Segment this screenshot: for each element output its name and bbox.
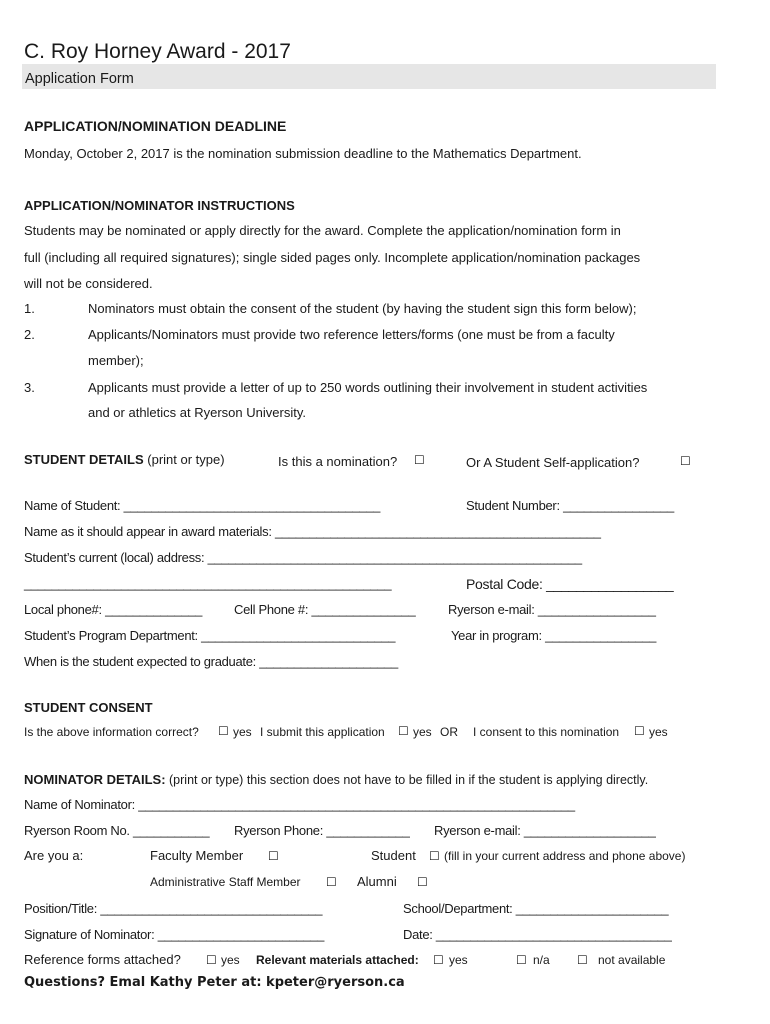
student-label: Student — [371, 848, 416, 863]
self-application-question: Or A Student Self-application? — [466, 455, 640, 470]
student-email-field[interactable]: Ryerson e-mail: _________________ — [448, 602, 656, 617]
instructions-line-3: will not be considered. — [24, 276, 153, 291]
alumni-checkbox[interactable]: ☐ — [417, 875, 428, 889]
postal-code-field[interactable]: Postal Code: _________________ — [466, 576, 674, 592]
page-subtitle: Application Form — [25, 71, 134, 87]
year-in-program-field[interactable]: Year in program: ________________ — [451, 628, 657, 643]
local-phone-field[interactable]: Local phone#: ______________ — [24, 602, 203, 617]
school-department-field[interactable]: School/Department: ______________________ — [403, 901, 669, 916]
faculty-member-label: Faculty Member — [150, 848, 244, 863]
reference-forms-yes: yes — [221, 953, 240, 967]
cell-phone-field[interactable]: Cell Phone #: _______________ — [234, 602, 416, 617]
list-item-text: and or athletics at Ryerson University. — [88, 405, 306, 420]
faculty-member-checkbox[interactable]: ☐ — [268, 849, 279, 863]
student-details-note: (print or type) — [143, 452, 225, 467]
instructions-line-1: Students may be nominated or apply directly for the award. Complete the application/nomination form in — [24, 223, 621, 238]
date-field[interactable]: Date: __________________________________ — [403, 927, 672, 942]
relevant-materials-yes-checkbox[interactable]: ☐ — [433, 953, 444, 967]
program-department-field[interactable]: Student’s Program Department: ____________________________ — [24, 628, 396, 643]
submit-application-checkbox[interactable]: ☐ — [398, 724, 409, 738]
relevant-materials-question: Relevant materials attached: — [256, 953, 419, 967]
admin-staff-label: Administrative Staff Member — [150, 875, 301, 889]
list-item-text: Applicants/Nominators must provide two reference letters/forms (one must be from a faculty — [88, 327, 615, 342]
page-title: C. Roy Horney Award - 2017 — [24, 40, 291, 63]
student-details-title: STUDENT DETAILS — [24, 452, 144, 467]
nominator-phone-field[interactable]: Ryerson Phone: ____________ — [234, 823, 410, 838]
consent-correct-yes: yes — [233, 725, 252, 739]
nominator-signature-field[interactable]: Signature of Nominator: ________________________ — [24, 927, 325, 942]
student-address-line2-field[interactable]: _____________________________________________________ — [24, 576, 392, 591]
relevant-materials-na-checkbox[interactable]: ☐ — [516, 953, 527, 967]
instructions-heading: APPLICATION/NOMINATOR INSTRUCTIONS — [24, 198, 295, 213]
student-name-field[interactable]: Name of Student: _____________________________________ — [24, 498, 381, 513]
award-name-field[interactable]: Name as it should appear in award materials: _______________________________________________ — [24, 524, 601, 539]
deadline-text: Monday, October 2, 2017 is the nomination submission deadline to the Mathematics Department. — [24, 146, 582, 161]
submit-application-yes: yes — [413, 725, 432, 739]
list-item-text: Nominators must obtain the consent of the student (by having the student sign this form below); — [88, 301, 637, 316]
alumni-label: Alumni — [357, 874, 397, 889]
consent-or-text: OR — [440, 725, 458, 739]
consent-nomination-checkbox[interactable]: ☐ — [634, 724, 645, 738]
nominator-details-heading — [24, 772, 648, 787]
nominator-name-field[interactable]: Name of Nominator: _______________________________________________________________ — [24, 797, 575, 812]
not-available-checkbox[interactable]: ☐ — [577, 953, 588, 967]
student-address-field[interactable]: Student’s current (local) address: ______________________________________________________ — [24, 550, 582, 565]
consent-nomination-question: I consent to this nomination — [473, 725, 620, 739]
list-item-text: Applicants must provide a letter of up to 250 words outlining their involvement in student activities — [88, 380, 648, 395]
student-checkbox[interactable]: ☐ — [429, 849, 440, 863]
deadline-heading: APPLICATION/NOMINATION DEADLINE — [24, 118, 287, 134]
list-item-text: member); — [88, 353, 144, 368]
nominator-details-title: NOMINATOR DETAILS: — [24, 772, 166, 787]
list-item-number: 3. — [24, 380, 35, 395]
student-consent-heading: STUDENT CONSENT — [24, 700, 153, 715]
nomination-checkbox[interactable]: ☐ — [414, 453, 425, 467]
relevant-materials-yes: yes — [449, 953, 468, 967]
nominator-email-field[interactable]: Ryerson e-mail: ___________________ — [434, 823, 656, 838]
room-number-field[interactable]: Ryerson Room No. ___________ — [24, 823, 210, 838]
nominator-details-note: (print or type) this section does not have to be filled in if the student is applying directly. — [165, 773, 649, 787]
nomination-question: Is this a nomination? — [278, 454, 398, 469]
reference-forms-checkbox[interactable]: ☐ — [206, 953, 217, 967]
list-item-number: 2. — [24, 327, 35, 342]
list-item-number: 1. — [24, 301, 35, 316]
consent-correct-checkbox[interactable]: ☐ — [218, 724, 229, 738]
position-title-field[interactable]: Position/Title: ________________________________ — [24, 901, 323, 916]
consent-nomination-yes: yes — [649, 725, 668, 739]
instructions-line-2: full (including all required signatures); single sided pages only. Incomplete application/nomination packages — [24, 250, 641, 265]
reference-forms-question: Reference forms attached? — [24, 952, 181, 967]
questions-contact: Questions? Emal Kathy Peter at: kpeter@ryerson.ca — [24, 975, 405, 990]
consent-correct-question: Is the above information correct? — [24, 725, 199, 739]
not-available-label: not available — [598, 953, 666, 967]
admin-staff-checkbox[interactable]: ☐ — [326, 875, 337, 889]
relevant-materials-na: n/a — [533, 953, 550, 967]
self-application-checkbox[interactable]: ☐ — [680, 454, 691, 468]
submit-application-question: I submit this application — [260, 725, 385, 739]
graduation-field[interactable]: When is the student expected to graduate: ____________________ — [24, 654, 398, 669]
are-you-label: Are you a: — [24, 848, 84, 863]
student-number-field[interactable]: Student Number: ________________ — [466, 498, 674, 513]
student-details-heading — [24, 452, 225, 467]
student-note: (fill in your current address and phone above) — [444, 849, 686, 863]
